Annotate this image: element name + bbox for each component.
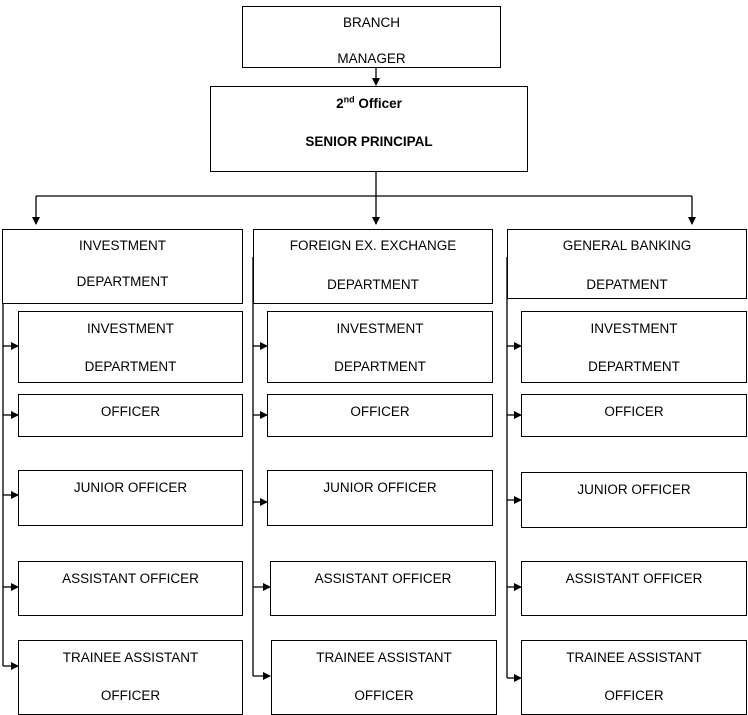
dept-header-line2: DEPATMENT bbox=[586, 277, 668, 292]
assistant-officer-box bbox=[18, 561, 243, 616]
dept-header-general-banking bbox=[507, 229, 747, 299]
sub-box-line2: DEPARTMENT bbox=[84, 359, 177, 374]
dept-header-investment bbox=[2, 229, 243, 304]
junior-officer-box bbox=[267, 470, 493, 526]
dept-header-line2: DEPARTMENT bbox=[327, 277, 419, 292]
junior-officer-box bbox=[521, 472, 747, 528]
officer-label: OFFICER bbox=[100, 404, 161, 419]
trainee-line1: TRAINEE ASSISTANT bbox=[62, 650, 199, 665]
trainee-line2: OFFICER bbox=[604, 688, 664, 703]
officer-box bbox=[18, 394, 243, 437]
junior-officer-label: JUNIOR OFFICER bbox=[577, 482, 691, 497]
trainee-assistant-officer-box bbox=[271, 640, 497, 715]
sub-box-line1: INVESTMENT bbox=[590, 321, 678, 336]
assistant-officer-box bbox=[521, 561, 747, 616]
trainee-line1: TRAINEE ASSISTANT bbox=[566, 650, 702, 665]
branch-manager-box bbox=[242, 6, 501, 68]
sub-investment-department-box bbox=[18, 311, 243, 383]
sub-box-line2: DEPARTMENT bbox=[588, 359, 680, 374]
trainee-line2: OFFICER bbox=[100, 688, 161, 703]
junior-officer-box bbox=[18, 470, 243, 526]
second-officer-title: 2nd Officer bbox=[336, 94, 402, 111]
dept-header-line2: DEPARTMENT bbox=[76, 274, 169, 289]
dept-header-line1: GENERAL BANKING bbox=[562, 238, 692, 253]
officer-label: OFFICER bbox=[604, 404, 664, 419]
junior-officer-label: JUNIOR OFFICER bbox=[73, 480, 188, 495]
officer-label: OFFICER bbox=[350, 404, 410, 419]
assistant-officer-box bbox=[270, 561, 496, 616]
officer-box bbox=[521, 394, 747, 437]
second-officer-box bbox=[210, 86, 528, 172]
dept-header-foreign-exchange bbox=[253, 229, 493, 304]
assistant-officer-label: ASSISTANT OFFICER bbox=[314, 571, 452, 586]
trainee-line2: OFFICER bbox=[354, 688, 414, 703]
trainee-line1: TRAINEE ASSISTANT bbox=[316, 650, 452, 665]
sub-investment-department-box bbox=[521, 311, 747, 383]
sub-box-line1: INVESTMENT bbox=[336, 321, 424, 336]
second-officer-line2: SENIOR PRINCIPAL bbox=[305, 134, 433, 149]
assistant-officer-label: ASSISTANT OFFICER bbox=[565, 571, 703, 586]
assistant-officer-label: ASSISTANT OFFICER bbox=[62, 571, 199, 586]
junior-officer-label: JUNIOR OFFICER bbox=[323, 480, 437, 495]
dept-header-line1: INVESTMENT bbox=[78, 238, 166, 253]
trainee-assistant-officer-box bbox=[521, 640, 747, 715]
sub-box-line1: INVESTMENT bbox=[86, 321, 174, 336]
branch-manager-line2: MANAGER bbox=[337, 51, 406, 66]
officer-box bbox=[267, 394, 493, 437]
branch-manager-line1: BRANCH bbox=[342, 15, 400, 30]
sub-box-line2: DEPARTMENT bbox=[334, 359, 426, 374]
dept-header-line1: FOREIGN EX. EXCHANGE bbox=[289, 238, 457, 253]
trainee-assistant-officer-box bbox=[18, 640, 243, 715]
sub-investment-department-box bbox=[267, 311, 493, 383]
